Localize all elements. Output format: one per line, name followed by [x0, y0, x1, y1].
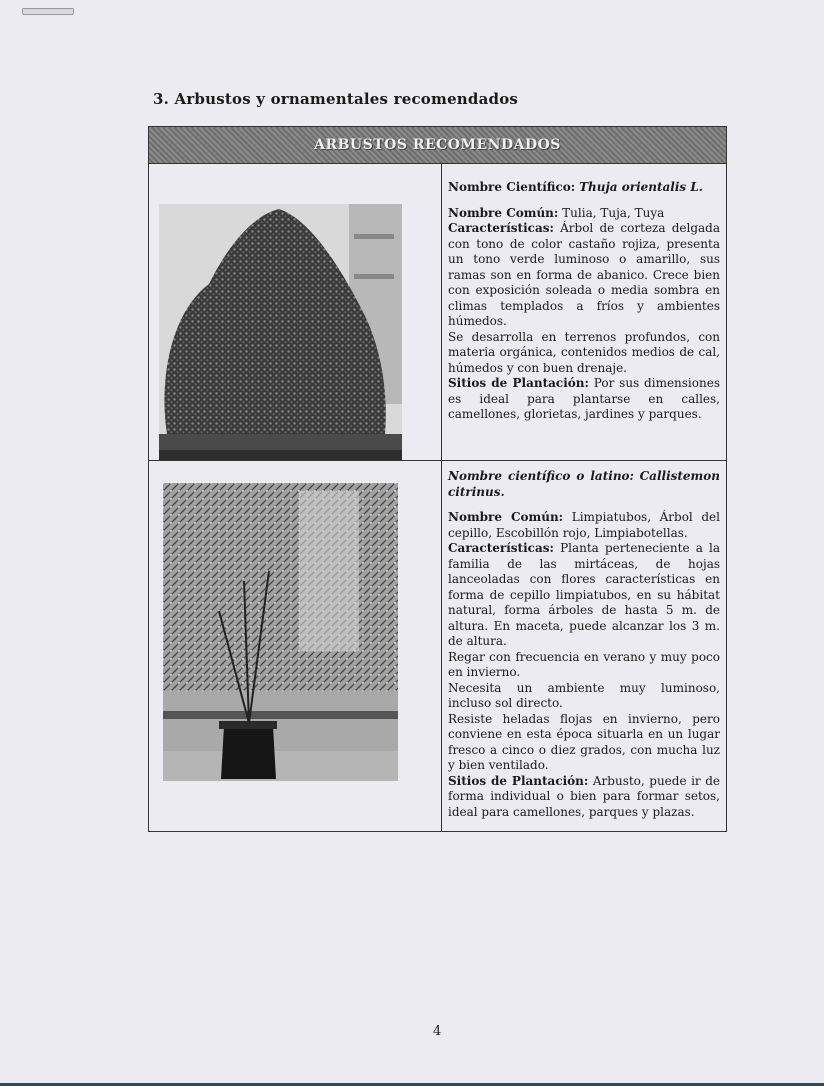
- photo-cell-callistemon: [149, 461, 442, 832]
- plant-description-callistemon: [442, 461, 727, 832]
- note-line: Resiste heladas flojas en invierno, pero conviene en esta época situarla en un lugar fresco a cinco o diez grados, con mucha luz y bien ventilado.: [448, 711, 720, 772]
- characteristics-line: Características: Planta perteneciente a la familia de las mirtáceas, de hojas lanceoladas con flores características en forma de cepillo limpiatubos, en su hábitat natural, forma árboles de hasta 5 m. de altura. En maceta, puede alcanzar los 3 m. de altura.: [448, 541, 720, 648]
- table-row: [149, 164, 727, 461]
- table-row: [149, 461, 727, 832]
- plant-description-thuja: [442, 164, 727, 461]
- characteristics-line: Características: Árbol de corteza delgada con tono de color castaño rojiza, presenta un tono verde luminoso o amarillo, sus ramas son en forma de abanico. Crece bien con exposición soleada o media sombra en climas templados a fríos y ambientes húmedos.: [448, 221, 720, 328]
- common-name-line: Nombre Común: Tulia, Tuja, Tuya: [448, 205, 665, 220]
- scientific-name-line: Nombre Científico: Thuja orientalis L.: [448, 180, 703, 194]
- callistemon-photo: [149, 461, 441, 831]
- photo-cell-thuja: [149, 164, 442, 461]
- page-number: 4: [433, 1024, 442, 1039]
- staple-mark: [22, 8, 74, 15]
- table-header: ARBUSTOS RECOMENDADOS: [149, 127, 727, 164]
- section-title: 3. Arbustos y ornamentales recomendados: [153, 90, 519, 108]
- shrubs-table: [148, 126, 727, 832]
- common-name-line: Nombre Común: Limpiatubos, Árbol del cepillo, Escobillón rojo, Limpiabotellas.: [448, 510, 720, 540]
- note-line: Necesita un ambiente muy luminoso, incluso sol directo.: [448, 680, 720, 710]
- thuja-photo: [149, 164, 441, 460]
- planting-sites-line: Sitios de Plantación: Por sus dimensiones es ideal para plantarse en calles, camellones, glorietas, jardines y parques.: [448, 376, 720, 421]
- note-line: Se desarrolla en terrenos profundos, con materia orgánica, contenidos medios de cal, húmedos y con buen drenaje.: [448, 329, 720, 375]
- scientific-name-line: Nombre científico o latino: Callistemon citrinus.: [448, 469, 720, 499]
- note-line: Regar con frecuencia en verano y muy poco en invierno.: [448, 649, 720, 679]
- planting-sites-line: Sitios de Plantación: Arbusto, puede ir de forma individual o bien para formar setos, ideal para camellones, parques y plazas.: [448, 773, 720, 819]
